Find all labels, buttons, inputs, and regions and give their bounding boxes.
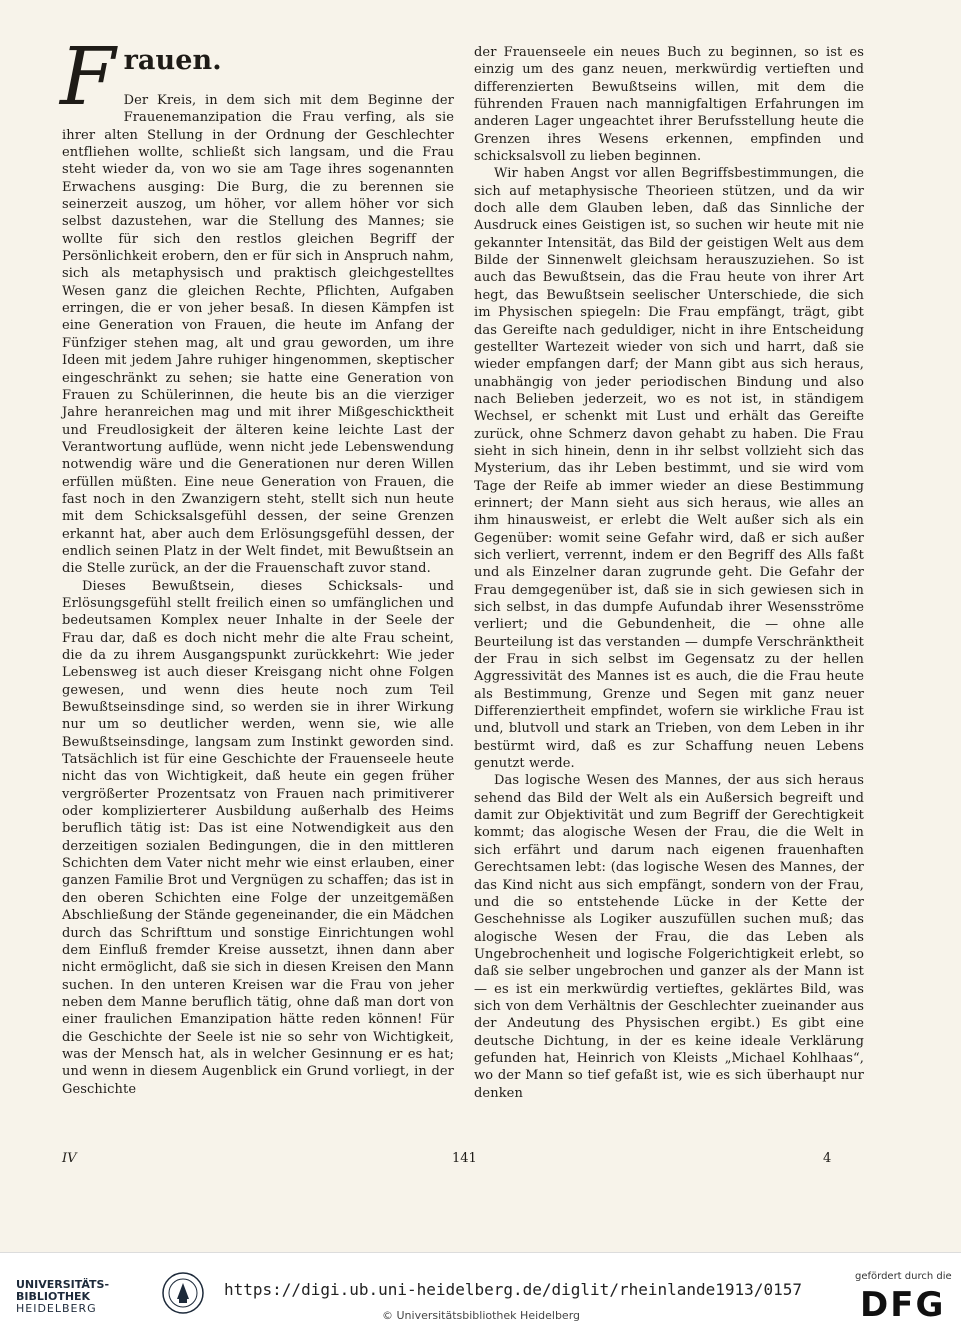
page-footer xyxy=(0,1151,961,1171)
signature-mark: IV xyxy=(62,1151,77,1166)
title-dropcap: F xyxy=(60,30,116,123)
logo-line: UNIVERSITÄTS- xyxy=(16,1278,110,1291)
sheet-mark: 4 xyxy=(823,1151,832,1166)
article-title xyxy=(60,30,454,123)
logo-line: BIBLIOTHEK xyxy=(16,1290,91,1303)
viewer-footer-bar xyxy=(0,1252,961,1335)
paragraph: Dieses Bewußtsein, dieses Schicksals- und Erlösungsgefühl stellt freilich einen so umfänglichen und bedeutsamen Komplex neuer Inhalte in der Seele der Frau dar, daß es doch nicht mehr die alte Frau scheint, die da zu ihrem Ausgangspunkt zurückkehrt: Wie jeder Lebensweg ist auch dieser Kreisgang nicht ohne Folgen gewesen, und wenn dies heute noch zum Teil Bewußtseinsdinge sind, so werden sie in ihrer Wirkung nur um so deutlicher werden, wenn sie, wie alle Bewußtseinsdinge, langsam zum Instinkt geworden sind. Tatsächlich ist für eine Geschichte der Frauenseele heute nicht das von Wichtigkeit, daß heute ein gegen früher vergrößerter Prozentsatz von Frauen nach primitiverer oder komplizierterer Ausbildung außerhalb des Heims beruflich tätig ist: Das ist eine Notwendigkeit aus den derzeitigen sozialen Bedingungen, die in den mittleren Schichten dem Vater nicht mehr wie einst erlauben, einer ganzen Familie Brot und Vergnügen zu schaffen; das ist in den oberen Schichten eine Folge der unzeitgemäßen Abschließung der Stände gegeneinander, die ein Mädchen durch das Schrifttum und sonstige Einrichtungen wohl dem Einfluß fremder Kreise aussetzt, ihnen dann aber nicht ermöglicht, daß sie sich in diesen Kreisen den Mann suchen. In den unteren Kreisen war die Frau von jeher neben dem Manne beruflich tätig, ohne daß man dort von einer fraulichen Emanzipation hätte reden können! Für die Geschichte der Seele ist nie so sehr von Wichtigkeit, was der Mensch hat, als in welcher Gesinnung er es hat; und wenn in diesem Augenblick ein Grund vorliegt, in der Geschichte xyxy=(62,578,454,1097)
right-column xyxy=(474,44,864,1102)
copyright-notice: © Universitätsbibliothek Heidelberg xyxy=(382,1309,581,1322)
university-seal-icon xyxy=(160,1269,206,1317)
page-number: 141 xyxy=(452,1151,477,1166)
funding-label: gefördert durch die xyxy=(855,1271,952,1282)
permalink-url[interactable]: https://digi.ub.uni-heidelberg.de/diglit/rheinlande1913/0157 xyxy=(224,1280,802,1299)
title-word: rauen. xyxy=(123,45,222,76)
logo-line: HEIDELBERG xyxy=(16,1302,97,1315)
paragraph: der Frauenseele ein neues Buch zu beginnen, so ist es einzig um des ganz neuen, merkwürdig vertieften und differenzierten Bewußtseins willen, mit dem die führenden Frauen nach mannigfaltigen Erfahrungen im anderen Lager ungeachtet ihrer Berufsstellung heute die Grenzen ihres Wesens erkennen, empfinden und schicksalsvoll zu lieben beginnen. xyxy=(474,45,864,165)
dfg-logo[interactable]: DFG xyxy=(860,1285,946,1325)
paragraph: Das logische Wesen des Mannes, der aus sich heraus sehend das Bild der Welt als ein Außersich begreift und damit zur Objektivität und zum Begriff der Gerechtigkeit kommt; das alogische Wesen der Frau, die die Welt in sich erfährt und darum nach eigenen frauenhaften Gerechtsamen lebt: (das logische Wesen des Mannes, der das Kind nicht aus sich empfängt, sondern von der Frau, und die so entstehende Lücke in der Kette der Geschehnisse als Logiker auszufüllen suchen muß; das alogische Wesen der Frau, die das Leben als Ungebrochenheit und logische Folgerichtigkeit erlebt, so daß sie selber ungebrochen und ganzer als der Mann ist — es ist ein merkwürdig vertieftes, geklärtes Bild, was sich von dem Verhältnis der Geschlechter zueinander aus der Andeutung des Physischen ergibt.) Es gibt eine deutsche Dichtung, in der es keine ideale Verklärung gefunden hat, Heinrich von Kleists „Michael Kohlhaas“, wo der Mann so tief gefaßt ist, wie es sich überhaupt nur denken xyxy=(474,773,864,1101)
paragraph: Der Kreis, in dem sich mit dem Beginne der Frauenemanzipation die Frau verfing, als sie ihrer alten Stellung in der Ordnung der Geschlechter entfliehen wollte, schließt sich langsam, und die Frau steht wieder da, von wo sie am Tage ihres sogenannten Erwachens ausging: Die Burg, die zu berennen sie seinerzeit auszog, um höher, vor allem höher vor sich selbst dazustehen, war die Stellung des Mannes; sie wollte für sich den restlos gleichen Begriff der Persönlichkeit erobern, den er für sich in Anspruch nahm, sich als metaphysisch und praktisch gleichgestelltes Wesen ganz die gleichen Rechte, Pflichten, Aufgaben erringen, die er von jeher besaß. In diesen Kämpfen ist eine Generation von Frauen, die heute im Anfang der Fünfziger stehen mag, alt und grau geworden, um ihre Ideen mit jedem Jahre ruhiger hingenommen, skeptischer eingeschränkt zu sehen; sie hatte eine Generation von Frauen zu Schülerinnen, die heute bis an die vierziger Jahre heranreichen mag und mit ihrer Mißgeschicktheit und Freudlosigkeit der älteren keine leichte Last der Verantwortung auflüde, wenn nicht jede Lebenswendung notwendig wäre und die Generationen nur deren Willen erfüllen müßten. Eine neue Generation von Frauen, die fast noch in den Zwanzigern steht, stellt sich nun heute mit dem Schicksalsgefühl dessen, der seine Grenzen erkannt hat, aber auch dem Erlösungsgefühl dessen, der endlich seinen Platz in der Welt findet, mit Bewußtsein an die Stelle zurück, an der die Frauenschaft zuvor stand. xyxy=(62,93,454,577)
university-library-logo[interactable] xyxy=(16,1279,109,1315)
paragraph: Wir haben Angst vor allen Begriffsbestimmungen, die sich auf metaphysische Theorieen stützen, und da wir doch alle dem Glauben leben, daß das Sinnliche der Ausdruck eines Geistigen ist, so suchen wir heute mit nie gekannter Intensität, das Bild der geistigen Welt aus dem Bilde der Sinnenwelt gleichsam herauszuziehen. So ist auch das Bewußtsein, das die Frau heute von ihrer Art hegt, das Bewußtsein seelischer Unterschiede, die sich im Physischen spiegeln: Die Frau empfängt, trägt, gibt das Gereifte nach geduldiger, nicht in ihre Entscheidung gestellter Wartezeit wieder von sich und harrt, daß sie wieder empfangen darf; der Mann gibt aus sich heraus, unabhängig von jeder periodischen Bindung und also nach Belieben jederzeit, wo es not ist, in ständigem Wechsel, er schenkt mit Lust und erhält das Gereifte zurück, ohne Schmerz davon gehabt zu haben. Die Frau sieht in sich hinein, denn in ihr selbst vollzieht sich das Mysterium, das ihr Leben bestimmt, und sie wird vom Tage der Reife ab immer wieder an diese Bestimmung erinnert; der Mann sieht aus sich heraus, wie alles an ihm hinausweist, er erlebt die Welt außer sich als ein Gegenüber: womit seine Gefahr wird, daß er sich außer sich verliert, verrennt, indem er den Begriff des Alls faßt und als Einzelner daran zugrunde geht. Die Gefahr der Frau demgegenüber ist, daß sie in sich gewiesen sich in sich selbst, in das dumpfe Aufundab ihrer Wesensströme verliert; und die Gebundenheit, die — ohne alle Beurteilung ist das verstanden — dumpfe Verschränktheit der Frau in sich selbst im Gegensatz zu der hellen Aggressivität des Mannes ist es auch, die die Frau heute als Bestimmung, Grenze und Segen mit ganz neuer Differenziertheit empfindet, wofern sie wirkliche Frau ist und, blutvoll und stark an Trieben, von dem Leben in ihr bestürmt wird, daß es zur Schaffung neuen Lebens genutzt werde. xyxy=(474,166,864,772)
left-column xyxy=(60,30,454,1098)
